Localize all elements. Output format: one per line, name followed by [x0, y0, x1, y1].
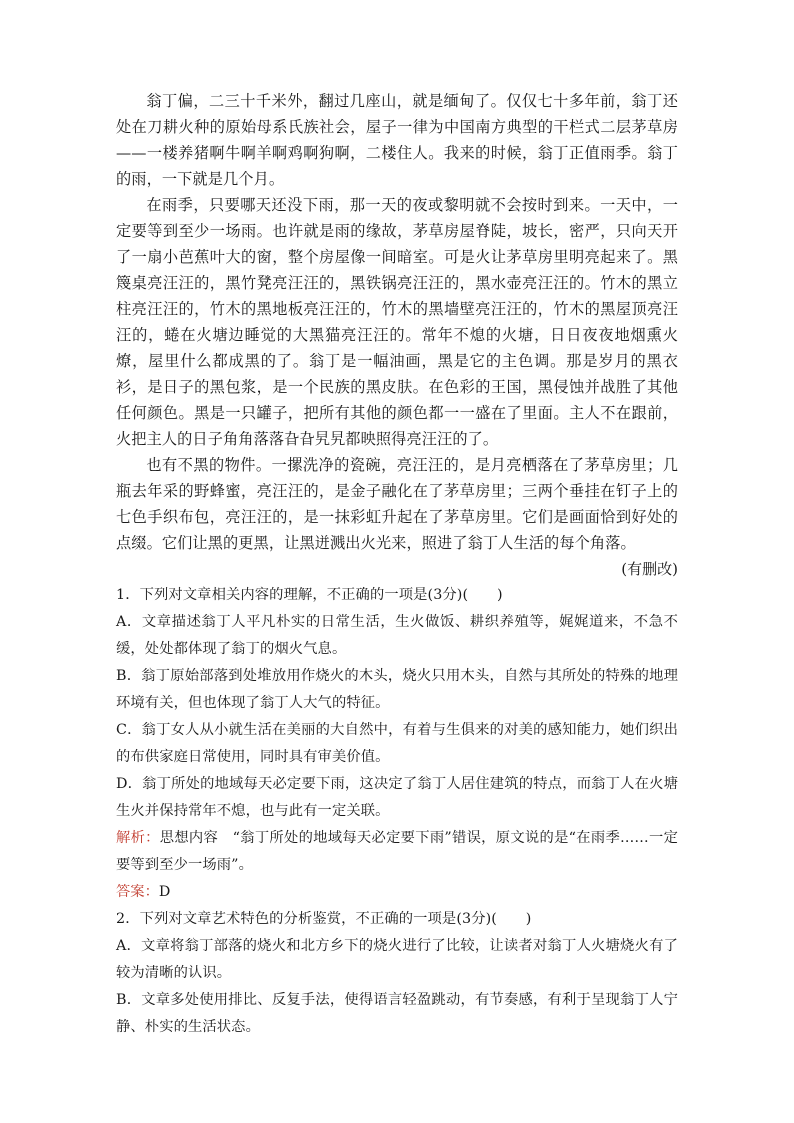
- analysis-text: 思想内容 “翁丁所处的地域每天必定要下雨”错误，原文说的是“在雨季……一定要等到至少一场雨”。: [116, 830, 678, 873]
- question-2-option-a: A．文章将翁丁部落的烧火和北方乡下的烧火进行了比较，让读者对翁丁人火塘烧火有了较为清晰的认识。: [116, 938, 678, 981]
- question-1-stem: 1．下列对文章相关内容的理解，不正确的一项是(3分)( ): [116, 587, 503, 603]
- question-1-answer: [116, 879, 678, 906]
- question-2-stem: 2．下列对文章艺术特色的分析鉴赏，不正确的一项是(3分)( ): [116, 911, 532, 927]
- answer-value: D: [158, 884, 171, 900]
- question-1-option-d: D．翁丁所处的地域每天必定要下雨，这决定了翁丁人居住建筑的特点，而翁丁人在火塘生火并保持常年不熄，也与此有一定关联。: [116, 776, 678, 819]
- edit-note: (有删改): [621, 560, 678, 578]
- question-1-option-c: C．翁丁女人从小就生活在美丽的大自然中，有着与生俱来的对美的感知能力，她们织出的布供家庭日常使用，同时具有审美价值。: [116, 722, 678, 765]
- passage-paragraph-2: 在雨季，只要哪天还没下雨，那一天的夜或黎明就不会按时到来。一天中，一定要等到至少一场雨。也许就是雨的缘故，茅草房屋脊陡，坡长，密严，只向天开了一扇小芭蕉叶大的窗，整个房屋像一间暗室。可是火让茅草房里明亮起来了。黑篾桌亮汪汪的，黑竹凳亮汪汪的，黑铁锅亮汪汪的，黑水壶亮汪汪的。竹木的黑立柱亮汪汪的，竹木的黑地板亮汪汪的，竹木的黑墙壁亮汪汪的，竹木的黑屋顶亮汪汪的，蜷在火塘边睡觉的大黑猫亮汪汪的。常年不熄的火塘，日日夜夜地烟熏火燎，屋里什么都成黑的了。翁丁是一幅油画，黑是它的主色调。那是岁月的黑衣衫，是日子的黑包浆，是一个民族的黑皮肤。在色彩的王国，黑侵蚀并战胜了其他任何颜色。黑是一只罐子，把所有其他的颜色都一一盛在了里面。主人不在跟前，火把主人的日子角角落落旮旮旯旯都映照得亮汪汪的了。: [116, 196, 678, 448]
- answer-label: 答案：: [116, 884, 159, 900]
- document-page: [116, 88, 678, 1041]
- question-1-analysis: [116, 825, 678, 879]
- question-1-option-a: A．文章描述翁丁人平凡朴实的日常生活，生火做饭、耕织养殖等，娓娓道来，不急不缓，处处都体现了翁丁的烟火气息。: [116, 614, 678, 657]
- passage-paragraph-3: 也有不黑的物件。一摞洗净的瓷碗，亮汪汪的，是月亮栖落在了茅草房里；几瓶去年采的野蜂蜜，亮汪汪的，是金子融化在了茅草房里；三两个垂挂在钉子上的七色手织布包，亮汪汪的，是一抹彩虹升起在了茅草房里。它们是画面恰到好处的点缀。它们让黑的更黑，让黑迸溅出火光来，照进了翁丁人生活的每个角落。: [116, 456, 678, 552]
- analysis-label: 解析：: [116, 830, 160, 846]
- question-2-option-b: B．文章多处使用排比、反复手法，使得语言轻盈跳动，有节奏感，有利于呈现翁丁人宁静、朴实的生活状态。: [116, 992, 678, 1035]
- question-1-option-b: B．翁丁原始部落到处堆放用作烧火的木头，烧火只用木头，自然与其所处的特殊的地理环境有关，但也体现了翁丁人大气的特征。: [116, 668, 678, 711]
- passage-paragraph-1: 翁丁偏，二三十千米外，翻过几座山，就是缅甸了。仅仅七十多年前，翁丁还处在刀耕火种的原始母系氏族社会，屋子一律为中国南方典型的干栏式二层茅草房——一楼养猪啊牛啊羊啊鸡啊狗啊，二楼住人。我来的时候，翁丁正值雨季。翁丁的雨，一下就是几个月。: [116, 92, 678, 188]
